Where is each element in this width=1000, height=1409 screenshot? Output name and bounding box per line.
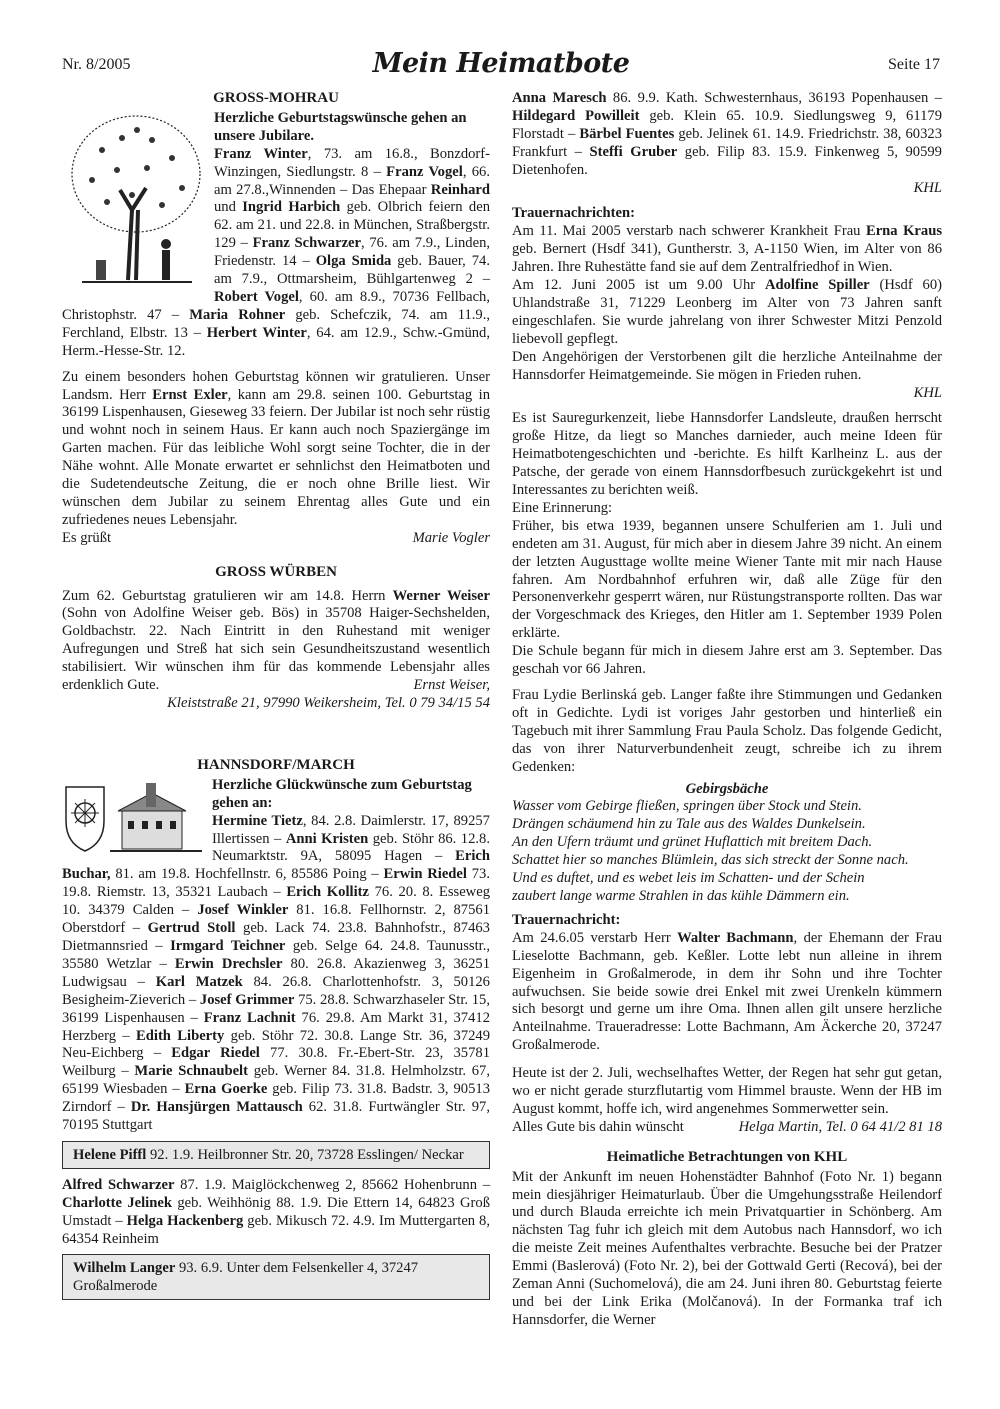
person-name: Anna Maresch — [512, 90, 607, 106]
text-run: geb. Lack 74. 23.8. Bahnhofstr., 87463 Dietmannsried – — [62, 920, 490, 954]
person-name: Reinhard — [430, 181, 490, 198]
person-name: Charlotte Jelinek — [62, 1194, 172, 1211]
person-name: Helene Piffl — [73, 1146, 147, 1163]
text-run: geb. Stöhr 72. 30.8. Lange Str. 36, 37249 Neu-Eichberg – — [62, 1027, 491, 1062]
person-name: Franz Lachnit — [203, 1009, 296, 1026]
masthead-logo: Mein Heimatbote — [372, 48, 630, 79]
text-run: 81. 16.8. Fellhornstr. 2, 87561 Oberstdorf – — [62, 902, 490, 937]
gross-wuerben-paragraph — [62, 588, 490, 695]
text-run: , 73. am 16.8., Bonzdorf-Winzingen, Siedlungstr. 8 – — [214, 145, 490, 180]
text-run: , 84. 2.8. Daimlerstr. 17, 89257 Illertissen – — [212, 812, 490, 847]
person-name: Helga Hackenberg — [126, 1212, 244, 1229]
text-run: geb. Werner 84. 31.8. Helmholzstr. 67, 65199 Wiesbaden – — [62, 1063, 490, 1098]
person-name: Edgar Riedel — [171, 1045, 260, 1062]
person-name: Edith Liberty — [136, 1027, 225, 1044]
text-run: 81. am 19.8. Hochfellnstr. 6, 85586 Poing – — [110, 866, 384, 883]
left-column — [62, 90, 490, 1308]
hannsdorf-birthday-list — [62, 813, 490, 1135]
highlight-box-piffl — [62, 1141, 490, 1169]
hannsdorf-greeting: Herzliche Glückwünsche zum Geburtstag gehen an: — [212, 776, 472, 811]
gross-mohrau-paragraph — [62, 369, 490, 530]
text-run: Am 11. Mai 2005 verstarb nach schwerer Krankheit Frau — [512, 223, 866, 240]
text-run: Am 12. Juni 2005 ist um 9.00 Uhr — [512, 277, 765, 294]
person-name: Dr. Hansjürgen Mattausch — [130, 1099, 303, 1116]
person-name: Bärbel Fuentes — [579, 125, 675, 142]
weather-paragraph: Heute ist der 2. Juli, wechselhaftes Wetter, der Regen hat sehr gut getan, wo er nicht gerade sturzflutartig vom Himmel brauste. Wenn der HB im August kommt, hoffe ich, wird angenehmes Sommerwetter sein. — [512, 1065, 942, 1117]
text-run: geb. Schefczik, 74. am 11.9., Ferchland, Elbstr. 13 – — [62, 306, 491, 341]
text-run: 86. 9.9. Kath. Schwesternhaus, 36193 Popenhausen – — [606, 90, 942, 106]
person-name: Olga Smida — [315, 253, 392, 270]
person-name: Steffi Gruber — [589, 143, 678, 160]
person-name: Walter Bachmann — [677, 929, 794, 946]
poem-line: Und es duftet, und es webet leis im Schatten- und der Schein — [512, 870, 865, 887]
text-run: Am 24.6.05 verstarb Herr — [512, 929, 678, 946]
text-run: 73. 19.8. Riemstr. 13, 35321 Laubach – — [62, 866, 490, 901]
person-name: Karl Matzek — [155, 973, 243, 990]
text-run: 92. 1.9. Heilbronner Str. 20, 73728 Esslingen/ Neckar — [146, 1146, 464, 1163]
text-run: (Hsdf 60) Uhlandstraße 31, 71229 Leonberg im Alter von 73 Jahren sanft eingeschlafen. Sie wurde jahrelang von ihrer Schwester Mitzi Penzold liebevoll gepflegt. — [512, 277, 942, 347]
heimatliche-betrachtungen-text: Mit der Ankunft im neuen Hohenstädter Bahnhof (Foto Nr. 1) begann mein diesjähriger Heimaturlaub. Über die Umgehungsstraße Heilendorf und durch Blauda erreichte ich mein Privatquartier in Schönberg. Am nächsten Tag fuhr ich gleich mit dem Autobus nach Hannsdorf, wo ich die meiste Zeit meines Aufenthaltes verbrachte. Besuche bei der Pratzer Emmi (Baslerová) (Foto Nr. 2), bei der Gottwald Gerti (Recová), bei der Zeman Anni (Suchomelová), die am 24. Juni ihren 80. Geburtstag feierte und bei der Link Erika (Molčanová). In der Formanka traf ich Hannsdorfer, die Werner — [512, 1168, 942, 1328]
text-run: geb. Selge 64. 24.8. Taunusstr., 35580 Wetzlar – — [62, 937, 490, 972]
gross-wuerben-signature: Ernst Weiser, — [413, 677, 490, 694]
gross-wuerben-address: Kleiststraße 21, 97990 Weikersheim, Tel. 0 79 34/15 54 — [167, 695, 490, 711]
person-name: Franz Schwarzer — [252, 235, 362, 252]
person-name: Ingrid Harbich — [242, 199, 341, 216]
person-name: Gertrud Stoll — [147, 920, 236, 937]
greeting-signature: Helga Martin, Tel. 0 64 41/2 81 18 — [738, 1118, 942, 1135]
text-run: , kann am 29.8. seinen 100. Geburtstag in 36199 Lispenhausen, Gieseweg 33 feiern. Der Jubilar ist noch sehr rüstig und wohnt noch in seinem Haus. Er kann auch noch Spaziergänge im Garten machen. Für das leibliche Wohl sorgt seine Tochter, die in der Nähe wohnt. Alle Monate erwartet er sehnlichst den Heimatboten und die Sudetendeutsche Zeitung, die er noch ohne Brille liest. Wir wünschen dem Jubilar zu seinem Ehrentag alles Gute und ein zufriedenes neues Lebensjahr. — [62, 386, 491, 528]
text-run: geb. Jelinek 61. 14.9. Friedrichstr. 38, 60323 Frankfurt – — [512, 125, 942, 160]
text-run: , 66. am 27.8.,Winnenden – Das Ehepaar — [214, 163, 490, 198]
person-name: Erna Goerke — [184, 1081, 268, 1098]
person-name: Erich Buchar, — [62, 848, 490, 883]
page-header — [62, 48, 940, 78]
hannsdorf-illustration — [62, 781, 206, 861]
person-name: Hermine Tietz — [212, 812, 303, 829]
obituary-kraus — [512, 223, 942, 277]
poem-line: zaubert lange warme Strahlen in das kühle Dämmern ein. — [512, 887, 850, 904]
person-name: Herbert Winter — [206, 324, 307, 341]
text-run: geb. Mikusch 72. 4.9. Im Muttergarten 8, 64354 Reinheim — [62, 1212, 490, 1247]
gross-mohrau-greeting: Herzliche Geburtstagswünsche gehen an unsere Jubilare. — [214, 109, 467, 144]
text-run: geb. Stöhr 86. 12.8. Neumarktstr. 9A, 58095 Hagen – — [212, 830, 490, 865]
issue-number: Nr. 8/2005 — [62, 56, 131, 73]
person-name: Erwin Riedel — [383, 866, 467, 883]
text-run: 80. 26.8. Akazienweg 3, 36251 Ludwigsau – — [62, 955, 490, 990]
section-title-heimatliche-betrachtungen: Heimatliche Betrachtungen von KHL — [606, 1148, 848, 1165]
person-name: Alfred Schwarzer — [62, 1176, 175, 1193]
memory-paragraph: Früher, bis etwa 1939, begannen unsere Schulferien am 1. Juli und endeten am 31. August, für mich aber in diesem Jahre 39 nicht. An einem der letzten Augusttage wollte meine Wiener Tante mit mir nach Hause fahren. Am Nordbahnhof erfuhren wir, daß alle Züge für den Personenverkehr gesperrt wären, nur Rüstungstransporte rollten. Das war der Vorgeschmack des Krieges, den Hitler am 1. September 1939 Polen erklärte. — [512, 517, 942, 642]
person-name: Franz Vogel — [386, 163, 463, 180]
obituary-heading-single: Trauernachricht: — [512, 911, 621, 928]
obituaries-heading: Trauernachrichten: — [512, 205, 635, 222]
text-run: geb. Bauer, 74. am 7.9., Ottmarsheim, Bühlgartenweg 2 – — [214, 253, 490, 288]
person-name: Adolfine Spiller — [764, 277, 870, 294]
page-number: Seite 17 — [888, 56, 940, 73]
lydie-paragraph: Frau Lydie Berlinská geb. Langer faßte ihre Stimmungen und Gedanken oft in Gedichte. Lydi ist voriges Jahr gestorben und hinterließ ein Tagebuch mit ihrer Sammlung Frau Paula Scholz. Das folgende Gedicht, das von ihrer Naturverbundenheit zeugt, schreibe ich zu ihrem Gedenken: — [512, 687, 942, 775]
text-run: geb. Filip 83. 15.9. Finkenweg 5, 90599 Dietenhofen. — [512, 143, 942, 178]
person-name: Wilhelm Langer — [73, 1260, 176, 1277]
poem-line: Wasser vom Gebirge fließen, springen über Stock und Stein. — [512, 798, 862, 815]
person-name: Anni Kristen — [285, 830, 369, 847]
text-run: 93. 6.9. Unter dem Felsenkeller 4, 37247 Großalmerode — [73, 1260, 419, 1295]
person-name: Werner Weiser — [392, 587, 490, 604]
person-name: Robert Vogel — [214, 288, 299, 305]
person-name: Erich Kollitz — [286, 884, 369, 901]
closing-text: Es grüßt — [62, 529, 112, 546]
person-name: Ernst Exler — [152, 386, 228, 403]
khl-signature-2: KHL — [913, 384, 942, 401]
condolence-text: Den Angehörigen der Verstorbenen gilt die herzliche Anteilnahme der Hannsdorfer Heimatgemeinde. Sie mögen in Frieden ruhen. — [512, 348, 942, 383]
birthday-list-continued — [512, 90, 942, 180]
text-run: geb. Olbrich feiern den 62. am 21. und 22.8. in München, Straßbergstr. 129 – — [214, 199, 490, 252]
greeting-text: Alles Gute bis dahin wünscht — [512, 1118, 684, 1135]
obituary-bachmann — [512, 930, 942, 1055]
text-run: , 60. am 8.9., 70736 Fellbach, Christophstr. 47 – — [62, 288, 490, 323]
person-name: Erna Kraus — [865, 223, 942, 240]
text-run: geb. Bernert (Hsdf 341), Guntherstr. 3, A-1150 Wien, im Alter von 86 Jahren. Ihre Ruhestätte fand sie auf dem Zentralfriedhof in Wien. — [512, 241, 942, 276]
text-run: (Sohn von Adolfine Weiser geb. Bös) in 35708 Haiger-Sechshelden, Goldbachstr. 22. Nach Eintritt in den Ruhestand mit weniger Aufregungen und Streß hat sich sein Gesundheitszustand wesentlich stabilisiert. Wir wünschen ihm für das kommende Lebensjahr alles erdenklich Gute. — [62, 605, 490, 694]
text-run: 84. 26.8. Charlottenhofstr. 3, 50126 Besigheim-Zieverich – — [62, 973, 490, 1008]
tree-illustration — [62, 110, 208, 294]
person-name: Marie Schnaubelt — [134, 1063, 248, 1080]
greeting-line — [512, 1119, 942, 1137]
poem-line: Schattet hier so manches Blümlein, das sich streckt der Sonne nach. — [512, 852, 909, 869]
poem-title: Gebirgsbäche — [685, 780, 769, 797]
highlight-box-langer — [62, 1254, 490, 1300]
gross-mohrau-signature-line — [62, 530, 490, 548]
person-name: Maria Rohner — [189, 306, 286, 323]
poem-body — [512, 798, 942, 905]
obituary-spiller — [512, 277, 942, 349]
person-name: Hildegard Powilleit — [512, 107, 640, 124]
right-column — [512, 90, 942, 1330]
sauregurkenzeit-paragraph: Es ist Sauregurkenzeit, liebe Hannsdorfer Landsleute, draußen herrscht große Hitze, da liegt so Manches darnieder, auch meine Ideen für Heimatbotengeschichten und -berichte. Es hilft Karlheinz L. aus der Patsche, der gerade von einem Hannsdorfbesuch zurückgekehrt ist und Interessantes zu berichten weiß. — [512, 410, 942, 499]
text-run: 62. 31.8. Furtwängler Str. 97, 70195 Stuttgart — [62, 1099, 490, 1134]
text-run: geb. Klein 65. 10.9. Siedlungsweg 9, 61179 Florstadt – — [512, 107, 942, 142]
person-name: Irmgard Teichner — [170, 937, 286, 954]
text-run: und — [214, 199, 243, 216]
school-paragraph: Die Schule begann für mich in diesem Jahre erst am 3. September. Das geschah vor 66 Jahren. — [512, 643, 942, 678]
memory-heading: Eine Erinnerung: — [512, 499, 613, 516]
text-run: geb. Weihhönig 88. 1.9. Die Ettern 14, 64823 Groß Umstadt – — [62, 1194, 490, 1229]
khl-signature-1: KHL — [913, 179, 942, 196]
text-run: 87. 1.9. Maiglöckchenweg 2, 85662 Hohenbrunn – — [174, 1176, 490, 1193]
poem-line: Drängen schäumend hin zu Tale aus des Waldes Dunkelsein. — [512, 816, 866, 833]
hannsdorf-birthday-list-2 — [62, 1177, 490, 1249]
poem-line: An den Ufern träumt und grünet Huflattich mit breitem Dach. — [512, 834, 873, 851]
text-run: Zu einem besonders hohen Geburtstag können wir gratulieren. Unser Landsm. Herr — [62, 368, 490, 403]
text-run: geb. Filip 73. 31.8. Badstr. 3, 90513 Zirndorf – — [62, 1081, 490, 1116]
person-name: Josef Grimmer — [199, 991, 295, 1008]
text-run: , 64. am 12.9., Schw.-Gmünd, Herm.-Hesse-Str. 12. — [62, 324, 490, 359]
text-run: 76. 20. 8. Esseweg 10. 34379 Calden – — [62, 884, 490, 919]
text-run: 76. 29.8. Am Markt 31, 37412 Herzberg – — [62, 1009, 490, 1044]
text-run: 75. 28.8. Schwarzhaseler Str. 15, 36199 Lispenhausen – — [62, 991, 490, 1026]
section-title-gross-wuerben: GROSS WÜRBEN — [215, 563, 337, 580]
person-name: Josef Winkler — [197, 902, 289, 919]
signature: Marie Vogler — [412, 529, 490, 546]
person-name: Erwin Drechsler — [174, 955, 283, 972]
text-run: 77. 30.8. Fr.-Ebert-Str. 23, 35781 Weilburg – — [62, 1045, 490, 1080]
section-title-hannsdorf: HANNSDORF/MARCH — [197, 756, 355, 773]
text-run: , 76. am 7.9., Linden, Friedenstr. 14 – — [214, 235, 491, 270]
text-run: Zum 62. Geburtstag gratulieren wir am 14.8. Herrn — [62, 587, 393, 604]
text-run: , der Ehemann der Frau Lieselotte Bachmann, geb. Keßler. Lotte lebt nun alleine in ihrem Eigenheim in Großalmerode, in dem ihr Sohn und ihre Tochter aufwuchsen. Sie beide sowie drei Enkel mit zwei Urenkeln kümmern sich besorgt und gerne um ihre Oma. Ihnen allen gilt unsere herzliche Anteilnahme. Traueradresse: Lotte Bachmann, Am Äckerche 20, 37247 Großalmerode. — [512, 929, 943, 1054]
person-name: Franz Winter — [214, 145, 308, 162]
section-title-gross-mohrau: GROSS-MOHRAU — [213, 90, 339, 106]
